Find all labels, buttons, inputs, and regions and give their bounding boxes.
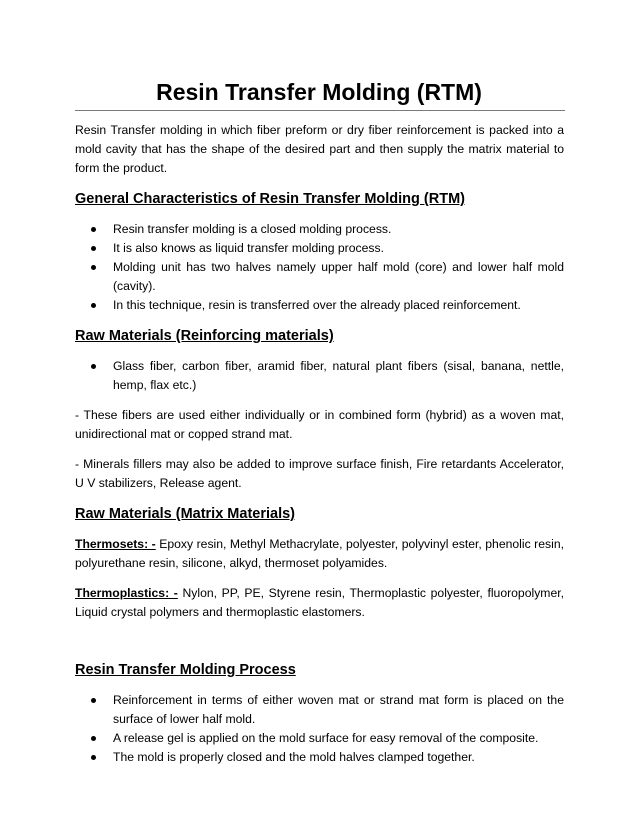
fibers-usage-paragraph: - These fibers are used either individually or in combined form (hybrid) as a woven mat, unidirectional mat or copped strand mat. [75, 408, 564, 441]
reinforcing-materials-list [75, 357, 564, 395]
list-item [75, 258, 564, 296]
list-item-text: The mold is properly closed and the mold halves clamped together. [113, 750, 475, 764]
bullet-icon [91, 227, 96, 232]
bullet-icon [91, 698, 96, 703]
general-characteristics-list [75, 220, 564, 315]
list-item [75, 729, 564, 748]
list-item [75, 691, 564, 729]
general-characteristics-heading: General Characteristics of Resin Transfer Molding (RTM) [75, 191, 465, 207]
list-item-text: Reinforcement in terms of either woven mat or strand mat form is placed on the surface of lower half mold. [113, 693, 564, 726]
list-item [75, 748, 564, 767]
bullet-icon [91, 364, 96, 369]
list-item-text: Glass fiber, carbon fiber, aramid fiber, natural plant fibers (sisal, banana, nettle, hemp, flax etc.) [113, 359, 564, 392]
intro-paragraph: Resin Transfer molding in which fiber preform or dry fiber reinforcement is packed into a mold cavity that has the shape of the desired part and then supply the matrix material to form the product. [75, 123, 564, 175]
raw-materials-matrix-heading: Raw Materials (Matrix Materials) [75, 506, 295, 522]
title-divider [75, 110, 565, 111]
list-item [75, 239, 564, 258]
thermoplastics-text: Nylon, PP, PE, Styrene resin, Thermoplastic polyester, fluoropolymer, Liquid crystal polymers and thermoplastic elastomers. [75, 586, 564, 619]
process-heading: Resin Transfer Molding Process [75, 662, 296, 678]
bullet-icon [91, 265, 96, 270]
thermosets-paragraph [75, 535, 564, 573]
bullet-icon [91, 246, 96, 251]
list-item-text: Molding unit has two halves namely upper half mold (core) and lower half mold (cavity). [113, 260, 564, 293]
list-item [75, 357, 564, 395]
thermoplastics-paragraph [75, 584, 564, 622]
thermosets-text: Epoxy resin, Methyl Methacrylate, polyester, polyvinyl ester, phenolic resin, polyurethane resin, silicone, alkyd, thermoset polyamides. [75, 537, 564, 570]
page-title: Resin Transfer Molding (RTM) [156, 79, 482, 105]
bullet-icon [91, 303, 96, 308]
raw-materials-reinforcing-heading: Raw Materials (Reinforcing materials) [75, 328, 334, 344]
document-body [75, 121, 564, 767]
bullet-icon [91, 736, 96, 741]
thermosets-label: Thermosets: - [75, 537, 156, 551]
process-steps-list [75, 691, 564, 767]
thermoplastics-label: Thermoplastics: - [75, 586, 178, 600]
list-item-text: Resin transfer molding is a closed molding process. [113, 222, 392, 236]
list-item-text: In this technique, resin is transferred over the already placed reinforcement. [113, 298, 521, 312]
list-item-text: A release gel is applied on the mold surface for easy removal of the composite. [113, 731, 539, 745]
bullet-icon [91, 755, 96, 760]
list-item-text: It is also knows as liquid transfer molding process. [113, 241, 384, 255]
fillers-paragraph: - Minerals fillers may also be added to improve surface finish, Fire retardants Accelerator, U V stabilizers, Release agent. [75, 457, 564, 490]
list-item [75, 296, 564, 315]
list-item [75, 220, 564, 239]
